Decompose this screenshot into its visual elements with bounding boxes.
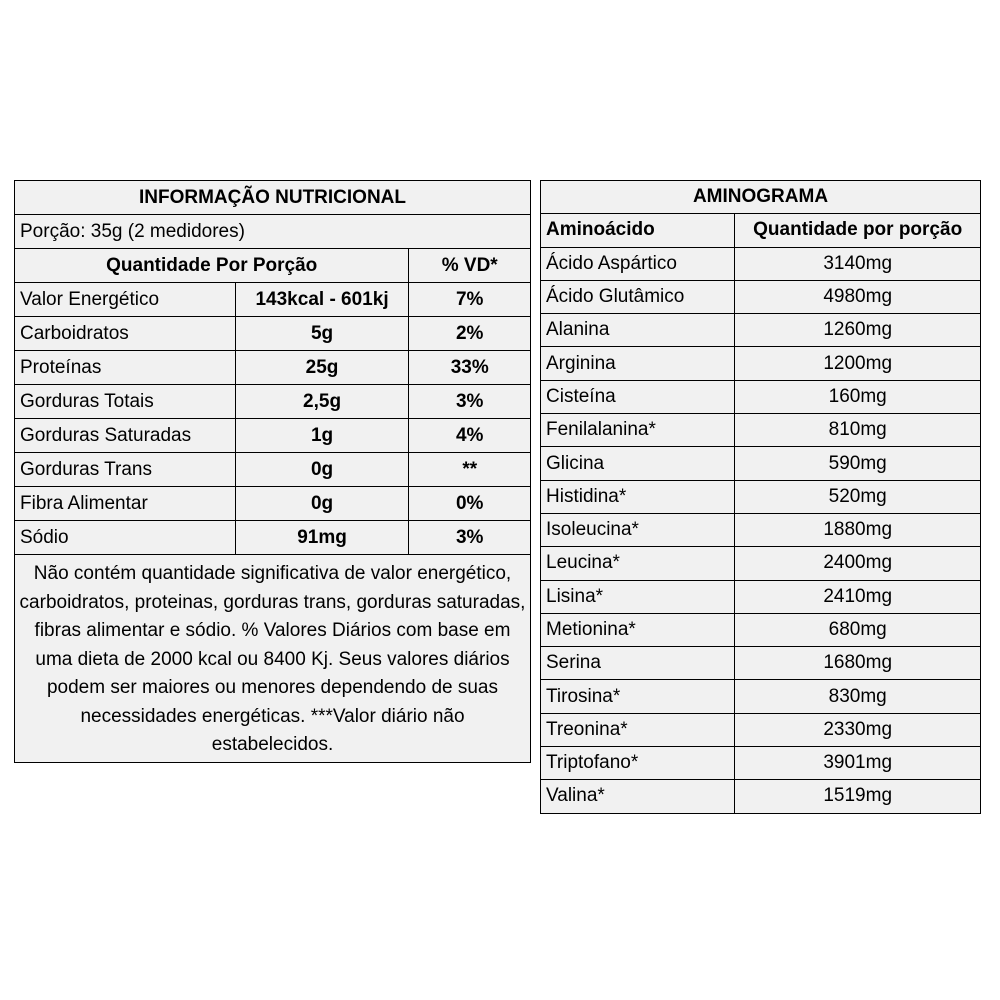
aminogram-row (541, 680, 981, 713)
aminogram-row (541, 780, 981, 813)
nutrient-name: Carboidratos (15, 317, 236, 351)
amino-acid-amount: 1880mg (735, 513, 981, 546)
nutrient-vd: 0% (409, 487, 531, 521)
vd-header: % VD* (409, 249, 531, 283)
amino-acid-name: Lisina* (541, 580, 735, 613)
nutrition-row (15, 453, 531, 487)
nutrient-amount: 25g (235, 351, 409, 385)
amino-acid-name: Arginina (541, 347, 735, 380)
nutrition-row (15, 351, 531, 385)
amino-header: Aminoácido (541, 214, 735, 247)
serving-size: Porção: 35g (2 medidores) (15, 215, 531, 249)
amino-acid-amount: 160mg (735, 380, 981, 413)
amino-acid-name: Leucina* (541, 547, 735, 580)
nutrient-vd: ** (409, 453, 531, 487)
nutrient-vd: 2% (409, 317, 531, 351)
amino-acid-amount: 3140mg (735, 247, 981, 280)
nutrition-row (15, 521, 531, 555)
amino-acid-amount: 2410mg (735, 580, 981, 613)
quantity-header: Quantidade Por Porção (15, 249, 409, 283)
aminogram-row (541, 713, 981, 746)
nutrient-amount: 1g (235, 419, 409, 453)
amino-acid-amount: 1519mg (735, 780, 981, 813)
nutrient-name: Gorduras Saturadas (15, 419, 236, 453)
nutrient-amount: 91mg (235, 521, 409, 555)
nutrient-vd: 3% (409, 385, 531, 419)
amino-acid-name: Fenilalanina* (541, 414, 735, 447)
amino-acid-amount: 680mg (735, 613, 981, 646)
amino-acid-amount: 4980mg (735, 280, 981, 313)
nutrient-name: Gorduras Trans (15, 453, 236, 487)
nutrient-amount: 0g (235, 453, 409, 487)
aminogram-row (541, 380, 981, 413)
amino-acid-amount: 1260mg (735, 314, 981, 347)
nutrient-amount: 5g (235, 317, 409, 351)
aminogram-row (541, 547, 981, 580)
nutrient-name: Sódio (15, 521, 236, 555)
aminogram-row (541, 280, 981, 313)
amino-acid-name: Tirosina* (541, 680, 735, 713)
nutrition-row (15, 419, 531, 453)
amino-acid-name: Treonina* (541, 713, 735, 746)
amino-acid-amount: 830mg (735, 680, 981, 713)
amino-acid-amount: 2330mg (735, 713, 981, 746)
nutrition-footnote: Não contém quantidade significativa de valor energético, carboidratos, proteinas, gorduras trans, gorduras saturadas, fibras alimentar e sódio. % Valores Diários com base em uma dieta de 2000 kcal ou 8400 Kj. Seus valores diários podem ser maiores ou menores dependendo de suas necessidades energéticas. ***Valor diário não estabelecidos. (15, 555, 531, 763)
amino-quantity-header: Quantidade por porção (735, 214, 981, 247)
amino-acid-name: Glicina (541, 447, 735, 480)
aminogram-row (541, 613, 981, 646)
nutrition-row (15, 385, 531, 419)
nutrient-amount: 0g (235, 487, 409, 521)
amino-acid-amount: 1200mg (735, 347, 981, 380)
aminogram-row (541, 447, 981, 480)
amino-acid-name: Histidina* (541, 480, 735, 513)
nutrient-vd: 3% (409, 521, 531, 555)
nutrient-amount: 143kcal - 601kj (235, 283, 409, 317)
aminogram-title: AMINOGRAMA (541, 181, 981, 214)
aminogram-row (541, 414, 981, 447)
amino-acid-amount: 590mg (735, 447, 981, 480)
nutrition-facts-table (14, 180, 531, 763)
amino-acid-amount: 1680mg (735, 647, 981, 680)
amino-acid-amount: 3901mg (735, 747, 981, 780)
amino-acid-amount: 2400mg (735, 547, 981, 580)
nutrient-amount: 2,5g (235, 385, 409, 419)
amino-acid-name: Metionina* (541, 613, 735, 646)
amino-acid-name: Ácido Glutâmico (541, 280, 735, 313)
amino-acid-name: Serina (541, 647, 735, 680)
amino-acid-amount: 810mg (735, 414, 981, 447)
nutrition-title: INFORMAÇÃO NUTRICIONAL (15, 181, 531, 215)
amino-acid-name: Ácido Aspártico (541, 247, 735, 280)
amino-acid-amount: 520mg (735, 480, 981, 513)
aminogram-row (541, 480, 981, 513)
amino-acid-name: Alanina (541, 314, 735, 347)
aminogram-row (541, 247, 981, 280)
nutrient-vd: 7% (409, 283, 531, 317)
aminogram-row (541, 647, 981, 680)
aminogram-row (541, 314, 981, 347)
nutrient-vd: 33% (409, 351, 531, 385)
aminogram-row (541, 747, 981, 780)
aminogram-row (541, 347, 981, 380)
nutrient-vd: 4% (409, 419, 531, 453)
amino-acid-name: Isoleucina* (541, 513, 735, 546)
nutrient-name: Proteínas (15, 351, 236, 385)
aminogram-row (541, 580, 981, 613)
amino-acid-name: Cisteína (541, 380, 735, 413)
nutrient-name: Valor Energético (15, 283, 236, 317)
nutrition-row (15, 283, 531, 317)
amino-acid-name: Valina* (541, 780, 735, 813)
nutrient-name: Gorduras Totais (15, 385, 236, 419)
aminogram-table (540, 180, 981, 814)
nutrient-name: Fibra Alimentar (15, 487, 236, 521)
aminogram-row (541, 513, 981, 546)
amino-acid-name: Triptofano* (541, 747, 735, 780)
nutrition-row (15, 317, 531, 351)
nutrition-row (15, 487, 531, 521)
